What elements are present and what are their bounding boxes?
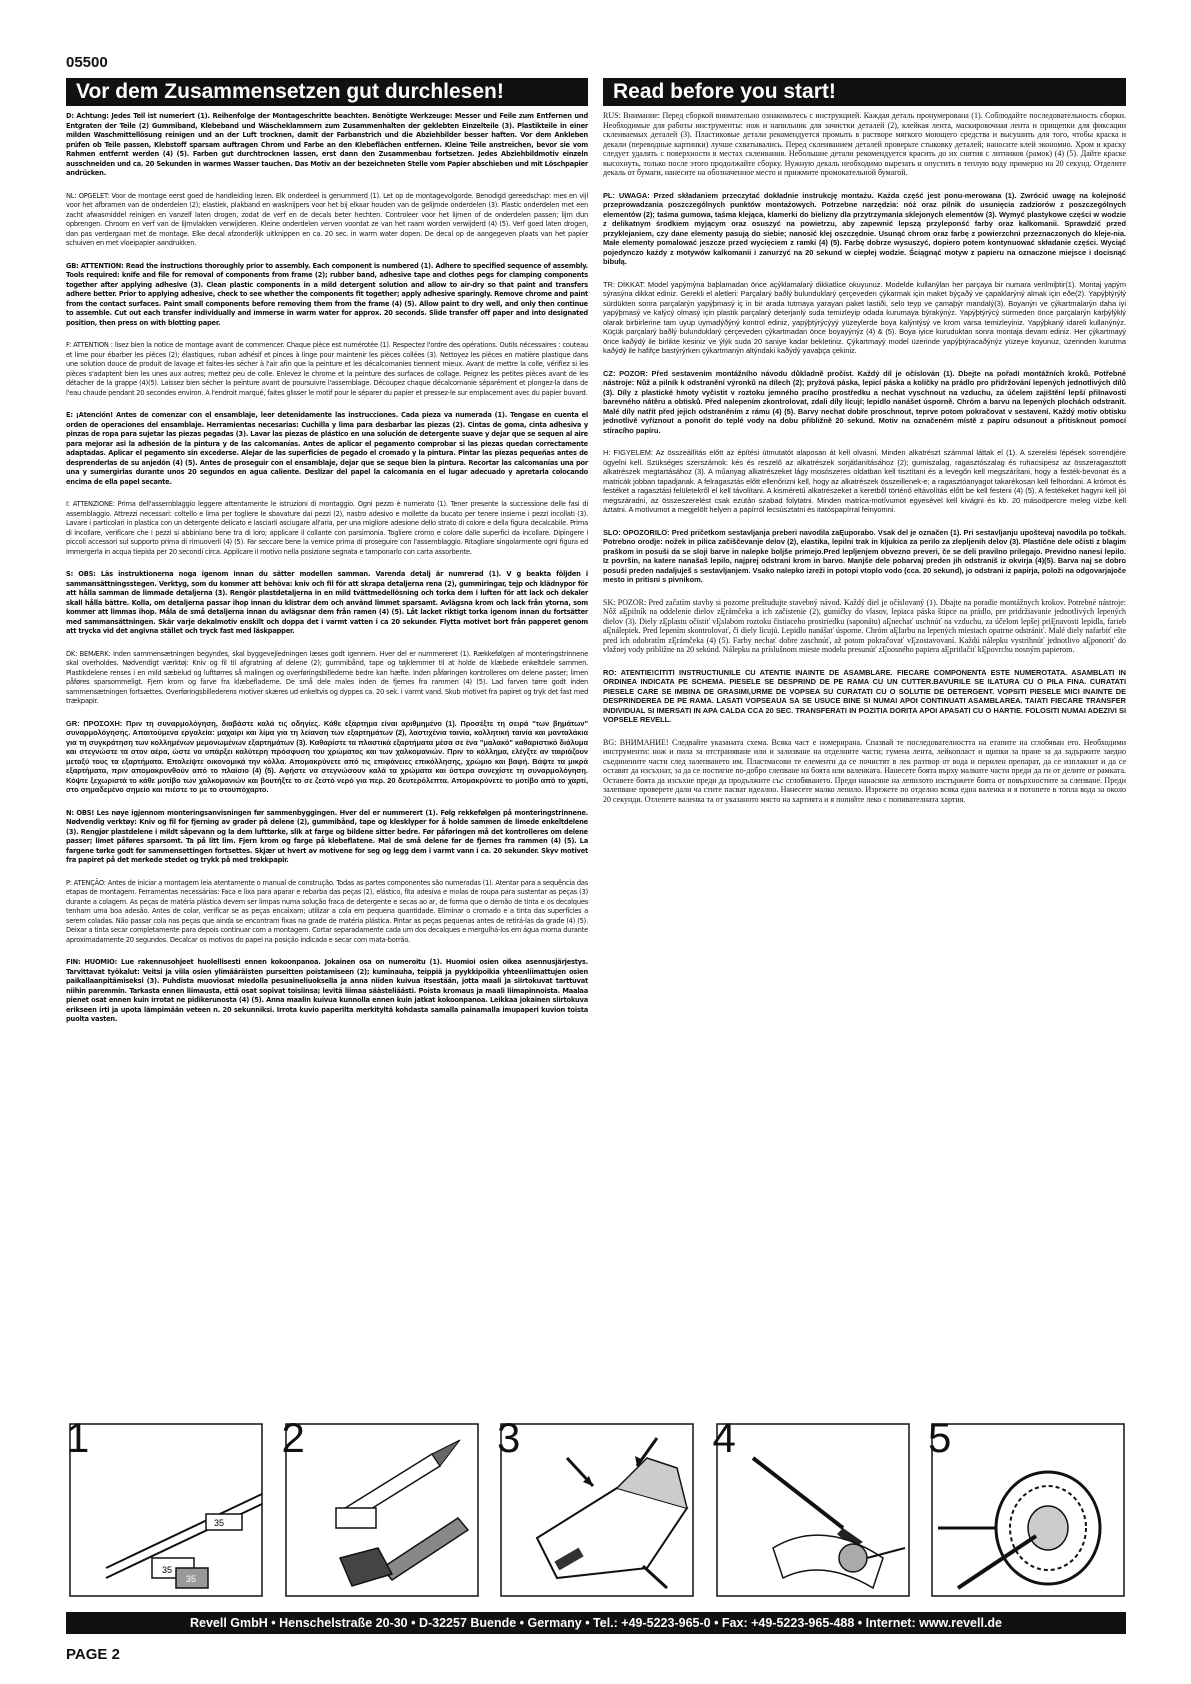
- instruction-paragraph: BG: ВНИМАНИЕ! Следвайте указаната схема. Всяка част е номерирана. Спазвай те последователността на етапите на сглобяван ето. Необходими инструменти: нож и пила за отстраняване или и зализване на отделните части; гумена лента, лейкопласт и щипки за пране за да задържите заедно съединените части след залепването им. Пластмасови те елементи да се почистят в лек разтвор от вода и перилен препарат, да се изплакнат и да се оставят да изсъхнат, за да се постигне по-добро слепване на боята или валенката. Нанесете боята върху малките части преди да ги от делите от рамката. Оставете боята да изсъхне преди да продължите със сглобяването. Преди нанасяне на лепилото изстържете боята от повърхностите за слепване. Преди залепване проверете дали ча стите пасват идеално. Нанесете малко лепило. Изрежете по отделно всяка една валенка и я потопете в топла вода за около 20 секунди. Отлепете валенка та от указаното място на хартията и я попийте леко с попивателната хартия.: [603, 737, 1126, 804]
- instruction-paragraph: H: FIGYELEM: Az összeállítás előtt az építési útmutatót alaposan át kell olvasni. Minden alkatrészt számmal láttak el (1). A szerelési lépések sorrendjére ügyelni kell. Szükséges szerszámok: kés és reszelő az alkatrészek sorjátlanításához (2); gumiszalag, ragasztószalag és ruhacsipesz az összeragasztott alkatrészek megtartásához (3). A műanyag alkatrészeket lágy mosószeres oldatban kell tisztítani és a levegőn kell megszárítani, hogy a festék-bevonat és a matricák jobban tapadjanak. A felragasztás előtt ellenőrizni kell, hogy az alkatrészek összeillenek-e; a ragasztóanyagot takarékosan kell felhordani. A krómot és festéket a ragasztási felületekről el kell távolítani. A kisméretű alkatrészeket a keretből történő eltávolítás előtt be kell festeni (4) (5). A festékeket hagyni kell jól megszáradni, az összeszerelést csak ezután szabad folytatni. Minden matrica-motívumot egyesével kell kivágni és kb. 20 másodpercre meleg vízbe kell áztatni. A motívumot a megjelölt helyen a papírról lecsúsztatni és itatóspapírral feinyomni.: [603, 448, 1126, 514]
- instruction-paragraph: I: ATTENZIONE: Prima dell'assemblaggio leggere attentamente le istruzioni di montaggio. Ogni pezzo è numerato (1). Tener presente la successione delle fasi di assemblaggio. Attrezzi necessari: coltello e lima per togliere le sbavature dai pezzi (2), nastro adesivo e mollette da bucato per tenere insieme i pezzi incollati (3). Lavare i particolari in plastica con un detergente delicato e lasciarli asciugare all'aria, per una migliore adesione dello strato di colore e della figura decalcabile. Prima di incollare, verificare che i pezzi si abbiniano bene tra di loro; applicare il collante con parsimonia. Togliere cromo e colore dalle superfici da incollare. Dipingere i piccoli accessori sul supporto prima di rimuoverli (4) (5). Far seccare bene la vernice prima di proseguire con l'assemblaggio. Ritagliare singolarmente ogni figura ed immergerla in acqua tiepida per 20 secondi circa. Applicare il motivo nella posizione segnata e tamponarlo con carta assorbente.: [66, 499, 588, 556]
- sprue-frame-drawing: [66, 1418, 264, 1603]
- instructions-right-column: [603, 111, 1126, 817]
- step-3-illustration: [497, 1414, 695, 1603]
- instruction-paragraph: TR: DİKKAT: Model yapýmýna baþlamadan önce açýklamalarý dikkatlice okuyunuz. Modelde kullanýlan her parçaya bir numara verilmiþtir(1). Montaj yapým sýrasýna dikkat ediniz. Gerekli el aletleri: Parçalarý baðlý bulunduklarý çerçeveden çýkarmak için maket býçaðý ve çapaklarýný almak için eðe(2). Yapýþtýrýlý sürdükten sonra parçalarýn yapýþmasý iç in bir arada tutmaya yarayan paket lastiði, selo teyp ve çamaþýr mandalý(3). Boyanýn ve çýkartmalarýn daha iyi yapýþmasý ve kalýcý olmasý için plastik parçalarý deterjanlý suda temizleyip odada kurumaya býrakýnýz. Yapýþtýrýcý sürmeden önce parçalarýn karþýlýklý olarak birbirlerine tam uyup uymadýðýný kontrol ediniz, yapýþtýrýcýyý yüzeylerde boya kalýntýsý ve krom varsa temizleyiniz. Yapýþkaný idareli kullanýnýz. Küçük parçalarý baðlý bulunduklarý çerçeveden çýkartmadan önce boyayýnýz (4) & (5). Boya iyice kuruduktan sonra montaja devam ediniz. Her çýkartmayý önce kaðýdý ile birlikte kesiniz ve ýlýk suda 20 saniye kadar bekletiniz. Çýkartmayý model üzerinde yapýþtýracaðýnýz yüzeye koyunuz, üzerinden kurutma kaðýdý ile hafifçe bastýrýrken çýkartmanýn altýndaki kaðýdý yavaþça çekiniz.: [603, 279, 1126, 355]
- banner-german: Vor dem Zusammensetzen gut durchlesen!: [66, 78, 588, 106]
- company-footer: Revell GmbH • Henschelstraße 20-30 • D-32257 Buende • Germany • Tel.: +49-5223-965-0 • Fax: +49-5223-965-488 • Internet: www.revell.de: [66, 1612, 1126, 1634]
- instruction-paragraph: GR: ΠΡΟΣΟΧΗ: Πριν τη συναρμολόγηση, διαβάστε καλά τις οδηγίες. Κάθε εξάρτημα είναι αριθμημένο (1). Προσέξτε τη σειρά "των βημάτων" συναρμολόγησης. Απαιτούμενα εργαλεία: μαχαίρι και λίμα για τη λείανση των εξαρτημάτων (2), λαστιχένια ταινία, κολλητική ταινία και μανταλάκια για τη συγκράτηση των κολλημένων μεμονωμένων εξαρτημάτων (3). Καθαρίστε τα πλαστικά εξαρτήματα μέσα σε ένα "μαλακό" καθαριστικό διάλυμα και στεγνώστε τα στον αέρα, ώστε να υπάρξει καλύτερη πρόσφυση του χρώματος και των χαλκομανιών. Πριν το κόλλημα, ελέγξτε αν ταιριάζουν μεταξύ τους τα εξαρτήματα. Επαλείψτε οικονομικά την κόλλα. Απομακρύνετε από τις επιφάνειες επικόλλησης, χρώμιο και βαφή. Βάψτε τα μικρά εξαρτήματα, πριν απομακρυνθούν από το πλαίσιο (4) (5). Αφήστε να στεγνώσουν καλά τα χρώματα και ύστερα συνεχίστε τη συναρμολόγηση. Κόψτε ξεχωριστά το κάθε μοτίβο των χαλκομανιών και βουτήξτε το σε ζεστό νερό για περ. 20 δευτερόλεπτα. Απομακρύνετε το μοτίβο από το χαρτί, στο σημαδεμένο σημείο και πιέστε το με το στουπόχαρτο.: [66, 718, 588, 794]
- instruction-paragraph: DK: BEMÆRK: Inden sammensætningen begyndes, skal byggevejledningen læses godt igennem. Hver del er nummereret (1). Rækkefølgen af monteringstrinnene skal overholdes. Nødvendigt værktøj: Kniv og fil til afgratning af delene (2); gummibånd, tape og tøjklemmer til at holde de klæbede enkeltdele sammen. Plastikdelene renses i en mild sæbelud og lufttørres så malingen og overføringsbillederne bedre kan hæfte. Inden påføringen kontrolleres om delene passer; limen påføres sparsommeligt. Fjern krom og farve fra klæbefladerne. De små dele males inden de fjernes fra rammen (4) (5). Lad farven tørre godt inden sammensætningen fortsættes. Overføringsbillederens motiver skæres ud enkeltvis og dyppes ca. 20 sek. i varmt vand. Skub motivet fra papiret og tryk det fast med trækpapir.: [66, 648, 588, 705]
- step-number: 2: [281, 1414, 305, 1461]
- step-2-illustration: [281, 1414, 480, 1603]
- step-number: 3: [497, 1414, 521, 1461]
- instruction-paragraph: RUS: Внимание: Перед сборкой внимательно ознакомьтесь с инструкцией. Каждая деталь пронумерована (1). Соблюдайте последовательность сборки. Необходимые для работы инструменты: нож и напильник для зачистки деталей (2), клейкая лента, маскировочная лента и прищепки для фиксации склеиваемых деталей (3). Пластиковые детали рекомендуется промыть в растворе мягкого моющего средства и высушить для того, чтобы краска и декали (переводные картинки) лучше схватывались. Перед склеиванием деталей проверьте стыковку деталей; наносите клей экономно. Хром и краску следует удалять с поверхности в местах склеивания. Небольшие детали рекомендуется красить до их снятия с литников (рамок) (4) (5). Дайте краске высохнуть, только после этого продолжайте сборку. Нужную декаль необходимо вырезать и опустить в теплую воду примерно на 20 секунд. Отделите декаль от бумаги, нанесите на обозначенное место и прижмите промокательной бумагой.: [603, 111, 1126, 177]
- step-number: 5: [928, 1414, 952, 1461]
- instruction-paragraph: S: OBS: Läs instruktionerna noga igenom innan du sätter modellen samman. Varenda detalj är numrerad (1). V g beakta följden i sammansättningsstegen. Verktyg, som du kommer att behöva: kniv och fil för att skrapa detaljerna rena (2), gummiringar, tejp och klädnypor för att hålla samman de limmade detaljerna (3). Rengör plastdetaljerna in en mild tvättmedellösning och torka dem i luften för att lack och dekaler skall hålla bättre. Kolla, om detaljerna passar ihop innan du klistrar dem och använd limmet sparsamt. Avlägsna krom och lack från ytorna, som kommer att limmas ihop. Måla de små detaljerna innan du avlägsnar dem från ramen (4) (5). Låt lacket riktigt torka igenom innan du fortsätter med sammansättningen. Skär varje dekalmotiv enskilt och doppa det i varmt vatten i ca 20 sekunder. Flytta motivet bort från papperet genom att trycka vid det angivna stället och tryck fast med läskpapper.: [66, 569, 588, 635]
- step-4-illustration: [712, 1414, 911, 1603]
- banner-english: Read before you start!: [603, 78, 1126, 106]
- instruction-paragraph: E: ¡Atención! Antes de comenzar con el ensamblaje, leer detenidamente las instrucciones. Cada pieza va numerada (1). Tengase en cuenta el orden de operaciones del ensamblaje. Herramientas necesarias: Cuchilla y lima para desbarbar las piezas (2). Cintas de goma, cinta adhesiva y pinzas de ropa para sujetar las piezas pegadas (3). Lavar las piezas de plástico en una solución de detergente suave y dejar que se sequen al aire para mejorar asi la adhesión de la pintura y de las calcomanías. Antes de aplicar el pegamento comprobar si las piezas quedan correctamente adaptadas. Aplicar el pegamento sin excederse. Alejar de las superficies de pegado el cromado y la pintura. Pintar las piezas pequeñas antes de desprenderlas de su anjedón (4) (5). Antes de proseguir con el ensamblaje, dejar que se seque bien la pintura. Recortar las calcomanías una por una y sumergirlas durante unos 20 segundos en agua caliente. Deslizar del papel la calcomanía en el lugar adecuado y apretarla colocando encima de ella papel secante.: [66, 410, 588, 486]
- instructions-left-column: [66, 111, 588, 1037]
- instruction-paragraph: SLO: OPOZORILO: Pred pričetkom sestavljanja preberi navodila zaĘuporabo. Vsak del je označen (1). Pri sestavljanju upoštevaj navodila po točkah. Potrebno orodje: nožek in pilica začiščevanje delov (2), elastika, lepilni trak in kljukica za perilo za zlepljenih delov (3). Plastične dele očisti z blagim praškom in posuši da se sloji barve in nalepke boljše primejo.Pred lepljenjem obvezno preveri, če se deli pravilno prilegajo. Previdno nanesi lepilo. Iz površin, na katere nanašaš lepilo, najprej odstrani krom in barvo. Manjše dele pobarvaj preden jih odstraniš iz okvirja (4)(5). Barva naj se dobro posuši preden nadaljuješ s sestavljanjem. Vsako nalepko izreži in potopi vtoplo vodo (cca. 20 sekund), jo odstrani iz papirja, položi na odgovarjajoče mesto in pritisni s pivnikom.: [603, 527, 1126, 584]
- step-5-illustration: [928, 1414, 1126, 1603]
- instruction-paragraph: PL: UWAGA: Przed składaniem przeczytać dokładnie instrukcję montażu. Każda część jest ponu-merowana (1). Zwrócić uwagę na kolejność przeprowadzania poszczególnych punktów montażowych. Potrzebne narzędzia: nóż oraz pilnik do usunięcia zadziorów z poszczególnych elementów (2); taśma gumowa, taśma klejąca, klamerki do bielizny dla przytrzymania sklejonych elementów (3). Wymyć plastykowe części w wodzie z delikatnym środkiem myjącym oraz osuszyć na powietrzu, aby zapewnić lepszą przyleponść farby oraz kalkomanii. Sprawdzić przed przyklejaniem, czy dane elementy pasują do siebie; nanosić klej oszczędnie. Usunąć chrom oraz farbę z powierzchni przeznaczonych do kleje-nia. Małe elementy pomalować jeszcze przed wycięciem z ramki (4) (5). Farbę dobrze wysuszyć, dopiero potem kontynuować składanie części. Wyciąć pojedynczo każdy z motywów kalkomanii i zanurzyć na 20 sekund w ciepłej wodzie. Ściągnąć motyw z papieru na oznaczone miejsce i docisnąć bibułą.: [603, 190, 1126, 266]
- knife-and-file-drawing: [282, 1418, 480, 1603]
- instruction-paragraph: CZ: POZOR: Před sestavením montážního návodu důkladně pročíst. Každý díl je očíslován (1). Dbejte na pořadí montážních kroků. Potřebné nástroje: Nůž a pilník k odstranění výronků na dílech (2); pryžová páska, lepicí páska a kolíčky na prádlo pro přidržování lepených jednotlivých dílů (3). Díly z plastické hmoty vyčistit v roztoku jemného pracího prostředku a nechat vyschnout na vzduchu, za účelem zajištění lepší přilnavosti barevného nátěru a obtisků. Před nalepením zkontrolovat, zdali díly lícují; lepidlo nanášet úsporně. Chróm a barvu na lepených plochách odstranit. Malé díly natřít před jejich odstraněním z rámu (4) (5). Barvy nechat dobře proschnout, teprve potom pokračovat v sestavení. Každý motiv obtisku jednotlivě vyříznout a ponořit do teplé vody na dobu přibližně 20 sekund. Motiv na označeném místě z papíru odsunout a přitisknout pomocí stíracího papíru.: [603, 368, 1126, 435]
- part-number-tag: 35: [162, 1565, 173, 1575]
- instruction-paragraph: D: Achtung: Jedes Teil ist numeriert (1). Reihenfolge der Montageschritte beachten. Benötigte Werkzeuge: Messer und Feile zum Entfernen und Entgraten der Teile (2) Gummiband, Klebeband und Wäscheklammern zum Zusammenhalten der geklebten Einzelteile (3). Plastikteile in einer milden Waschmittellösung reinigen und an der Luft trocknen, damit der Farbanstrich und die Abziehbilder besser haften. Vor dem Ankleben prüfen ob Teile passen, Klebstoff sparsam auftragen Chrom und Farbe an den Klebeflächen entfernen. Kleine Teile anstreichen, bevor sie vom Rahmen entfernt werden (4) (5). Farben gut durchtrocknen lassen, erst dann den Zusammenbau fortsetzen. Jedes Abziehbildmotiv einzeln ausschneiden und ca. 20 Sekunden in warmes Wasser tauchen. Das Motiv an der bezeichneten Stelle vom Papier abschieben und mit Löschpapier andrücken.: [66, 111, 588, 177]
- part-number-tag: 35: [214, 1518, 225, 1528]
- instruction-paragraph: NL: OPGELET: Voor de montage eerst goed de handleiding lezen. Elk onderdeel is genummerd (1). Let op de montagevolgorde. Benodigd gereedschap: mes en vijl voor het afbramen van de onderdelen (2); elastiek, plakband en wasknijpers voor het bij elkaar houden van de gelijmde onderdelen (3). Plastic onderdelen met een zacht afwasmiddel reinigen en vanzelf laten drogen, zodat de verf en de decals beter hechten. Controleer voor het lijmen of de onderdelen passen; lijm dun opbrengen. Chroom en verf van de lijmvlakken verwijderen. Kleine onderdelen verven voordat ze van het raam worden verwijderd (4) (5). Verf goed laten drogen, dan pas verdergaan met de montage. Elke decal afzonderlijk uitknippen en ca. 20 sec. in warm water dopen. De decal op de aangegeven plaats van het papier schuiven en met vloeipapier aandrukken.: [66, 190, 588, 247]
- instruction-paragraph: F: ATTENTION : lisez bien la notice de montage avant de commencer. Chaque pièce est numérotée (1). Respectez l'ordre des opérations. Outils nécessaires : couteau et lime pour ébarber les pièces (2); élastiques, ruban adhésif et pinces à linge pour maintenir les pièces collées (3). Nettoyez les pièces en matière plastique dans une solution douce de produit de lavage et faites-les sécher à l'air afin que la peinture et les décalcomanies tiennent mieux. Avant de mettre la colle, vérifiez si les pièces s'adaptent bien les unes aux autres; mettez peu de colle. Enlevez le chrome et la peinture des surfaces de collage. Peignez les petites pièces avant de les détacher de la grappe (4)(5). Laissez bien sécher la peinture avant de poursuivre l'assemblage. Découpez chaque décalcomanie séparément et plongez-la dans de l'eau chaude pendant 20 secondes environ. A l'endroit marqué, faites glisser le motif pour le séparer du papier et pressez-le sur emplacement avec du papier buvard.: [66, 340, 588, 397]
- instruction-paragraph: FIN: HUOMIO: Lue rakennusohjeet huolellisesti ennen kokoonpanoa. Jokainen osa on numeroitu (1). Huomioi osien oikea asennusjärjestys. Tarvittavat työkalut: Veitsi ja viila osien ylimääräisten purseitten poistamiseen (2); kuminauha, teippiä ja pyykkipoikia yhteenliimattujen osien paikallaanpitämiseksi (3). Puhdista muoviosat miedolla pesuaineliuoksella ja anna niiden kuivua itsestään, jotta maali ja siirtokuvat tarttuvat niihin paremmin. Tarkasta ennen liimausta, että osat sopivat toisiinsa; levitä liimaa säästeliäästi. Poista kromaus ja maali liimapinnoista. Maalaa pienet osat ennen kuin irrotat ne pidikerunosta (4) (5). Anna maalin kuivua kunnolla ennen kuin jatkat kokoonpanoa. Leikkaa jokainen siirtokuva erikseen irti ja upota lämpimään veteen n. 20 sekunniksi. Irrota kuvio paperilta merkityltä kohdasta samalla painamalla imupaperi kuvion toista puolta vasten.: [66, 957, 588, 1023]
- instruction-paragraph: P: ATENÇÃO: Antes de iniciar a montagem leia atentamente o manual de construção. Todas as partes componentes são numeradas (1). Atentar para a sequência das etapas de montagem. Ferramentas necessárias: Faca e lixa para aparar e rebarba das peças (2), elástico, fita adesiva e molas de roupa para sustentar as peças (3) durante a colagem. As peças de matéria plástica devem ser limpas numa solução fraca de detergente e secas ao ar, de forma que o demão de tinta e os decalques tenham uma boa adesão. Antes de colar, verificar se as peças encaixam; utilizar a cola em pequena quantidade. Eliminar o cromado e a tinta das superfícies a serem coladas. Não passar cola nas peças que ainda se encontram fixas na grade de matéria plástica. Pintar as peças pequenas antes de retirá-las da grade (4) (5). Deixar a tinta secar completamente para depois continuar com a montagem. Cortar separadamente cada um dos decalques e mergulhá-los em água morna durante aproximadamente 20 segundos. Decalcar os motivos do papel na posição indicada e secar com mata-borrão.: [66, 877, 588, 944]
- product-code: 05500: [66, 54, 108, 71]
- step-number: 1: [66, 1414, 90, 1461]
- painting-wheel-drawing: [928, 1418, 1126, 1603]
- painting-on-sprue-drawing: [713, 1418, 911, 1603]
- instruction-paragraph: RO: ATENTIE!CITITI INSTRUCTIUNILE CU ATENTIE INAINTE DE ASAMBLARE. FIECARE COMPONENTA ESTE NUMEROTATA. ASAMBLATI IN ORDINEA INDICATA PE SCHEMA. PIESELE SE DESPRIND DE PE RAMA CU UN CUTTER.BAVURILE SE ILATURA CU O PILA FINA. CURATATI PIESELE CARE SE IMBINA DE GRASIMI,URME DE VOPSEA SU CURATATI CU O SOLUTIE DE DETERGENT. VOPSITI PIESELE MICI INAINTE DE DESPRINDEREA DE PE RAMA. LASATI VOPSEAUA SA SE USUCE BINE SI NUMAI APOI CONTINUATI ASAMBLAREA. TAIATI FIECARE TRANSFER INDIVIDUAL SI IMERSATI IN APA CALDA CCA 20 SEC. TRANSFERATI IN POZITIA DORITA APOI APASATI CU O HARTIE. FOLOSITI NUMAI ADEZIVI SI VOPSELE REVELL.: [603, 667, 1126, 724]
- assembly-steps: [66, 1414, 1126, 1603]
- step-number: 4: [712, 1414, 736, 1461]
- step-1-illustration: [66, 1414, 264, 1603]
- instruction-paragraph: SK: POZOR: Pred začatím stavby si pozorne preštudujte stavebný návod. Každý diel je očíslovaný (1). Dbajte na poradie montážnych krokov. Potrebné nástroje: Nôž aĘpilník na oddelenie dielov zĘrámčeka a ich začistenie (2), gumičky do vlasov, lepiaca páska štipce na prádlo, pre pridržiavanie jednotlivých lepených dielov (3). Diely zĘplastu očistiť vĘslabom roztoku čistiaceho prostriedku (saponátu) aĘnechať uschnúť na vzduchu, za účelom lepšej priĘnavosti lepidla, farieb aĘnálepiek. Pred lepením skontrolovať, či diely lícujú. Lepidlo nanášať úsporne. Chróm aĘfarbu na lepených miestach opatrne odstrániť. Malé diely nafarbiť ešte pred ich odobratím zĘrámčeka (4) (5). Farby nechať dobre zaschnúť, až potom pokračovať vĘzostavovaní. Každú nálepku vystrihnúť jednotlivo aĘponoriť do vlažnej vody približne na 20 sekúnd. Nálepku na príslušnom mieste modelu presunúť zĘnosného papiera aĘpritlačiť kĘpovrchu nosným papierom.: [603, 597, 1126, 654]
- instruction-paragraph: GB: ATTENTION: Read the instructions thoroughly prior to assembly. Each component is numbered (1). Adhere to specified sequence of assembly. Tools required: knife and file for removal of components from frame (2); rubber band, adhesive tape and clothes pegs for clamping components together after applying adhesive (3). Clean plastic components in a mild detergent solution and allow to air-dry so that paint and transfers adhere better. Prior to applying adhesive, check to see whether the components fit together; apply adhesive sparingly. Remove chrome and paint from the contact surfaces. Paint small components before removing them from the frame (4) (5). Allow paint to dry well, and only then continue to assemble. Cut out each transfer individually and immerse in warm water for approx. 20 seconds. Slide transfer off paper and into designated position, then press on with blotting paper.: [66, 260, 588, 327]
- clamping-parts-drawing: [497, 1418, 695, 1603]
- instruction-paragraph: N: OBS! Les nøye igjennom monteringsanvisningen før sammenbyggingen. Hver del er nummerert (1). Følg rekkefølgen på monteringstrinnene. Nødvendig verktøy: Kniv og fil for fjerning av grader på delene (2), gummibånd, tape og klesklyper for å holde sammen de limede enkeltdelene (3). Rengjør plastdelene i mildt såpevann og la dem lufttørke, slik at farge og bildene sitter bedre. Før påføringen må det kontrolleres om delene passer; limet påføres sparsomt. Ta på litt lim. Fjern krom og farge på klebeflatene. Mal de små delene før de fjernes fra rammen (4) (5). La fargene tørke godt før sammensettingen fortsettes. Skjær ut hvert av motivene for seg og legg dem i varmt vann i ca. 20 sekunder. Skyv motivet fra papiret på det merkede stedet og trykk på med trekkpapir.: [66, 807, 588, 864]
- page-number: PAGE 2: [66, 1646, 120, 1663]
- part-number-tag: 35: [186, 1574, 197, 1584]
